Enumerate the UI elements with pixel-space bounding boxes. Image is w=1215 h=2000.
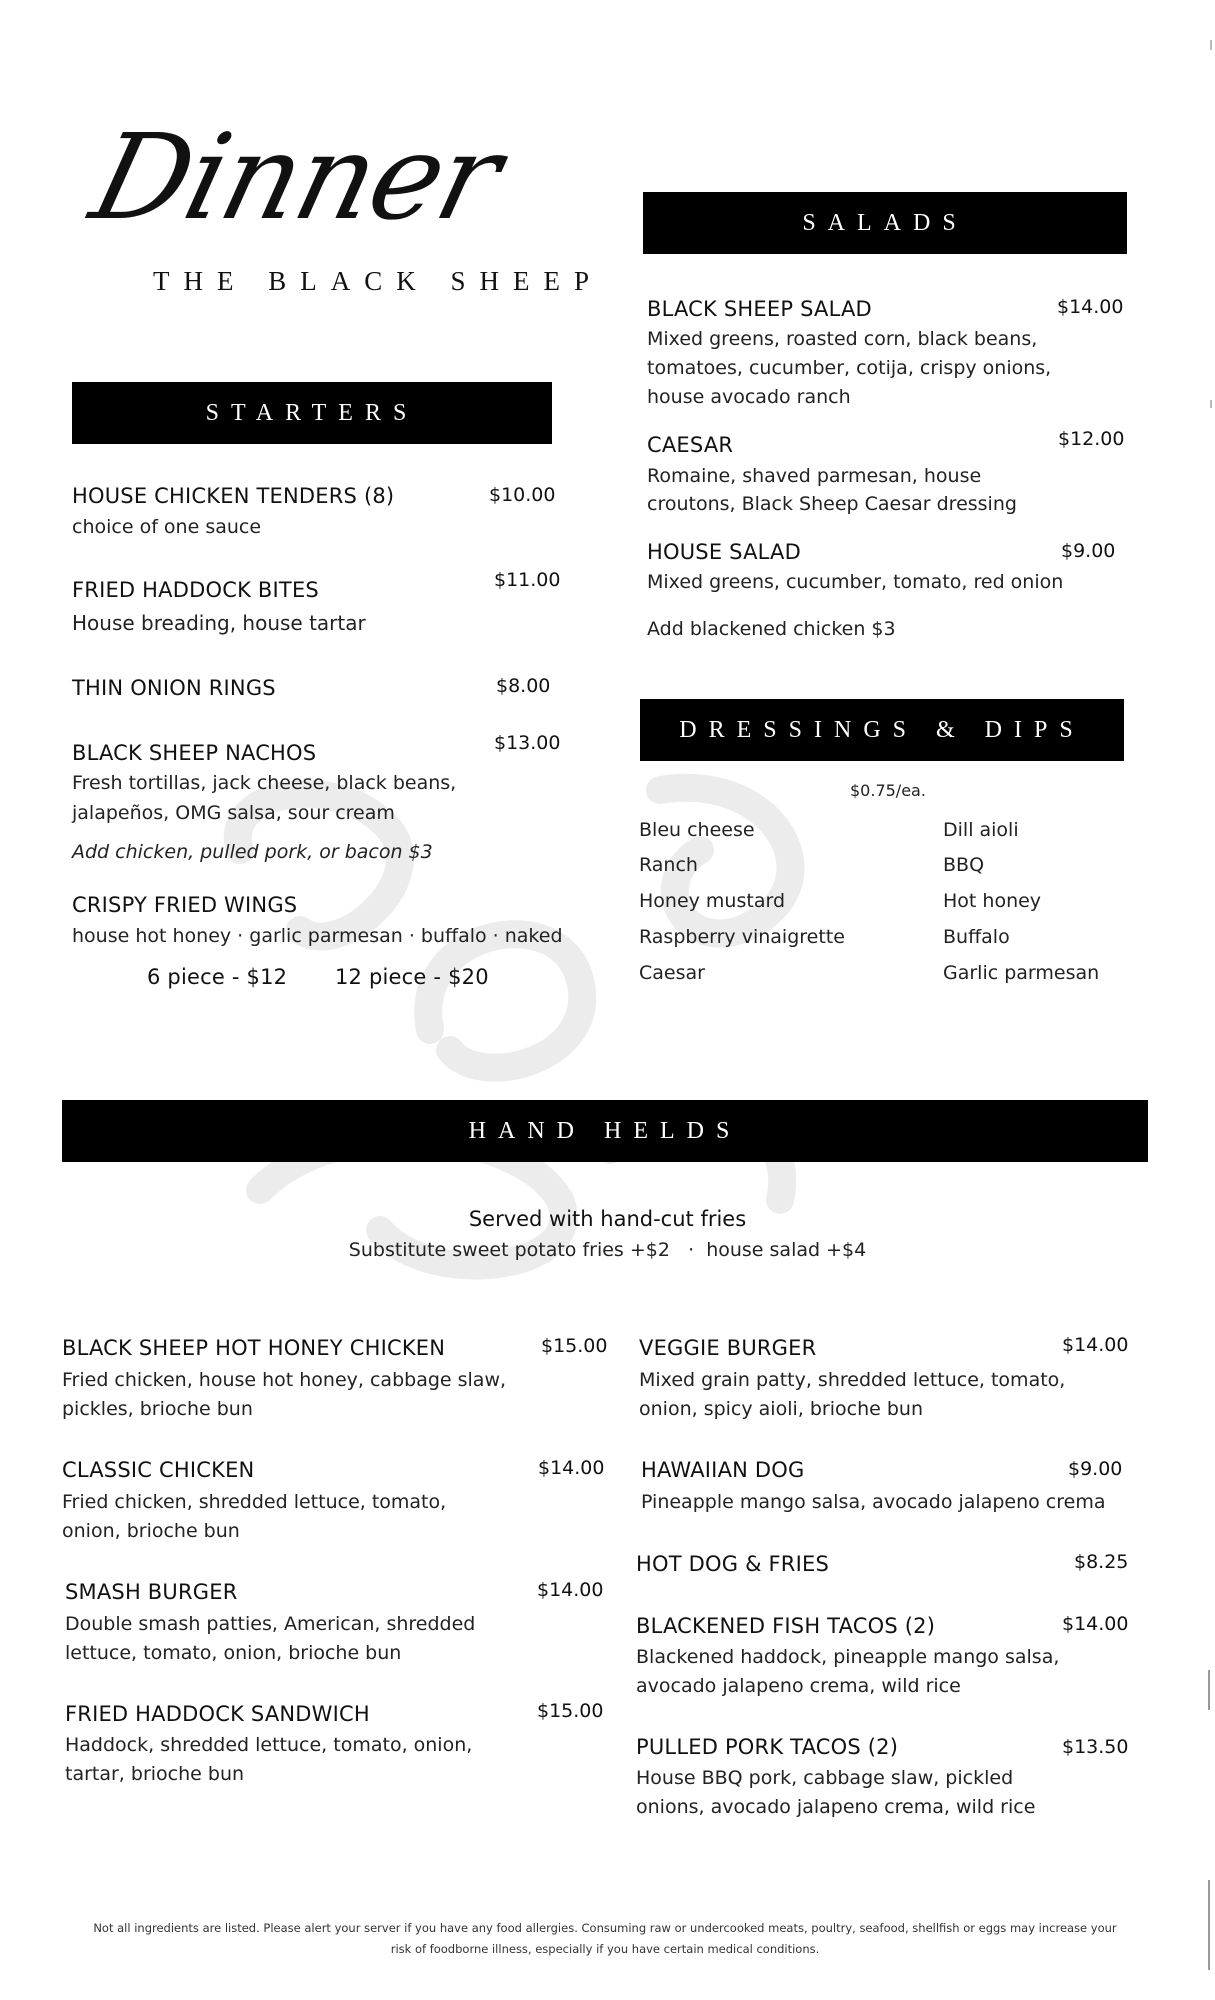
- handhelds-note-substitute: Substitute sweet potato fries +$2 · house salad +$4: [348, 1239, 867, 1261]
- handheld-item-desc: Mixed grain patty, shredded lettuce, tomato,: [639, 1369, 1066, 1391]
- starter-item-name: THIN ONION RINGS: [72, 676, 276, 700]
- salad-item-desc: Romaine, shaved parmesan, house: [647, 465, 982, 487]
- restaurant-name: THE BLACK SHEEP: [153, 266, 604, 296]
- starter-item-price: $11.00: [494, 569, 561, 591]
- salad-item-desc: Mixed greens, roasted corn, black beans,: [647, 328, 1038, 350]
- handheld-item-desc: lettuce, tomato, onion, brioche bun: [65, 1642, 402, 1664]
- salads-heading: SALADS: [643, 192, 1127, 254]
- salad-item-name: BLACK SHEEP SALAD: [647, 297, 872, 321]
- starter-item-addon: Add chicken, pulled pork, or bacon $3: [72, 841, 433, 863]
- starter-item-price: $10.00: [489, 484, 556, 506]
- handheld-item-price: $14.00: [1062, 1334, 1129, 1356]
- salad-item-desc: Mixed greens, cucumber, tomato, red onion: [647, 571, 1064, 593]
- salad-item-price: $9.00: [1061, 540, 1116, 562]
- menu-title: Dinner: [79, 108, 513, 246]
- disclaimer-line-1: Not all ingredients are listed. Please alert your server if you have any food allergies. Consuming raw or undercooked meats, poultry, seafood, shellfish or eggs may increase your: [93, 1921, 1117, 1935]
- salad-item-desc: house avocado ranch: [647, 386, 851, 408]
- handheld-item-price: $15.00: [537, 1700, 604, 1722]
- starter-item-price: $13.00: [494, 732, 561, 754]
- salad-addon: Add blackened chicken $3: [647, 618, 896, 640]
- handheld-item-desc: Haddock, shredded lettuce, tomato, onion,: [65, 1734, 473, 1756]
- starter-item-desc: Fresh tortillas, jack cheese, black beans,: [72, 772, 457, 794]
- starter-item-desc: house hot honey · garlic parmesan · buffalo · naked: [72, 925, 563, 947]
- dip-item: BBQ: [943, 854, 985, 876]
- handheld-item-name: BLACK SHEEP HOT HONEY CHICKEN: [62, 1336, 446, 1360]
- handheld-item-name: VEGGIE BURGER: [639, 1336, 817, 1360]
- handheld-item-desc: Blackened haddock, pineapple mango salsa,: [636, 1646, 1060, 1668]
- handheld-item-price: $8.25: [1074, 1551, 1129, 1573]
- salad-item-price: $12.00: [1058, 428, 1125, 450]
- handheld-item-price: $15.00: [541, 1335, 608, 1357]
- starter-item-name: CRISPY FRIED WINGS: [72, 893, 298, 917]
- dip-item: Buffalo: [943, 926, 1010, 948]
- salad-item-desc: tomatoes, cucumber, cotija, crispy onions,: [647, 357, 1052, 379]
- starter-item-name: HOUSE CHICKEN TENDERS (8): [72, 484, 395, 508]
- handheld-item-name: PULLED PORK TACOS (2): [636, 1735, 899, 1759]
- dip-item: Raspberry vinaigrette: [639, 926, 845, 948]
- page-edge-mark: [1210, 400, 1212, 408]
- handheld-item-name: HAWAIIAN DOG: [641, 1458, 805, 1482]
- starter-item-desc: House breading, house tartar: [72, 611, 366, 635]
- handheld-item-price: $14.00: [537, 1579, 604, 1601]
- salad-item-name: HOUSE SALAD: [647, 540, 801, 564]
- handheld-item-desc: Fried chicken, house hot honey, cabbage slaw,: [62, 1369, 507, 1391]
- handheld-item-name: CLASSIC CHICKEN: [62, 1458, 255, 1482]
- handheld-item-desc: Pineapple mango salsa, avocado jalapeno crema: [641, 1491, 1106, 1513]
- handheld-item-name: SMASH BURGER: [65, 1580, 238, 1604]
- handheld-item-name: FRIED HADDOCK SANDWICH: [65, 1702, 370, 1726]
- salad-item-name: CAESAR: [647, 433, 734, 457]
- starter-item-name: FRIED HADDOCK BITES: [72, 578, 319, 602]
- dressings-heading: DRESSINGS & DIPS: [640, 699, 1124, 761]
- handheld-item-name: BLACKENED FISH TACOS (2): [636, 1614, 936, 1638]
- handheld-item-desc: onion, spicy aioli, brioche bun: [639, 1398, 923, 1420]
- dip-item: Hot honey: [943, 890, 1042, 912]
- handheld-item-price: $13.50: [1062, 1736, 1129, 1758]
- page-edge-mark: [1210, 40, 1212, 50]
- handheld-item-price: $14.00: [538, 1457, 605, 1479]
- dip-item: Honey mustard: [639, 890, 786, 912]
- starters-heading: STARTERS: [72, 382, 552, 444]
- starter-item-desc: jalapeños, OMG salsa, sour cream: [72, 802, 395, 824]
- dip-item: Dill aioli: [943, 819, 1019, 841]
- handheld-item-desc: avocado jalapeno crema, wild rice: [636, 1675, 961, 1697]
- starter-item-name: BLACK SHEEP NACHOS: [72, 741, 317, 765]
- dip-item: Bleu cheese: [639, 819, 755, 841]
- handheld-item-desc: House BBQ pork, cabbage slaw, pickled: [636, 1767, 1014, 1789]
- handhelds-note-fries: Served with hand-cut fries: [468, 1207, 747, 1231]
- disclaimer-line-2: risk of foodborne illness, especially if you have certain medical conditions.: [390, 1942, 820, 1956]
- page-edge-mark: [1208, 1670, 1210, 1710]
- starter-item-desc: choice of one sauce: [72, 516, 262, 538]
- handheld-item-price: $9.00: [1068, 1458, 1123, 1480]
- handheld-item-desc: Double smash patties, American, shredded: [65, 1613, 476, 1635]
- salad-item-price: $14.00: [1057, 296, 1124, 318]
- starter-item-price: $8.00: [496, 675, 551, 697]
- handhelds-heading: HAND HELDS: [62, 1100, 1148, 1162]
- dip-item: Caesar: [639, 962, 705, 984]
- salad-item-desc: croutons, Black Sheep Caesar dressing: [647, 493, 1017, 515]
- dressings-price-note: $0.75/ea.: [850, 781, 926, 800]
- page-edge-mark: [1208, 1880, 1210, 1970]
- handheld-item-desc: onion, brioche bun: [62, 1520, 240, 1542]
- wings-option-12: 12 piece - $20: [335, 965, 489, 989]
- handheld-item-price: $14.00: [1062, 1613, 1129, 1635]
- dip-item: Garlic parmesan: [943, 962, 1100, 984]
- handheld-item-name: HOT DOG & FRIES: [636, 1552, 829, 1576]
- handheld-item-desc: tartar, brioche bun: [65, 1763, 245, 1785]
- dip-item: Ranch: [639, 854, 698, 876]
- handheld-item-desc: onions, avocado jalapeno crema, wild rice: [636, 1796, 1036, 1818]
- allergy-disclaimer: [60, 1918, 1150, 1960]
- handheld-item-desc: pickles, brioche bun: [62, 1398, 253, 1420]
- wings-option-6: 6 piece - $12: [147, 965, 288, 989]
- handheld-item-desc: Fried chicken, shredded lettuce, tomato,: [62, 1491, 447, 1513]
